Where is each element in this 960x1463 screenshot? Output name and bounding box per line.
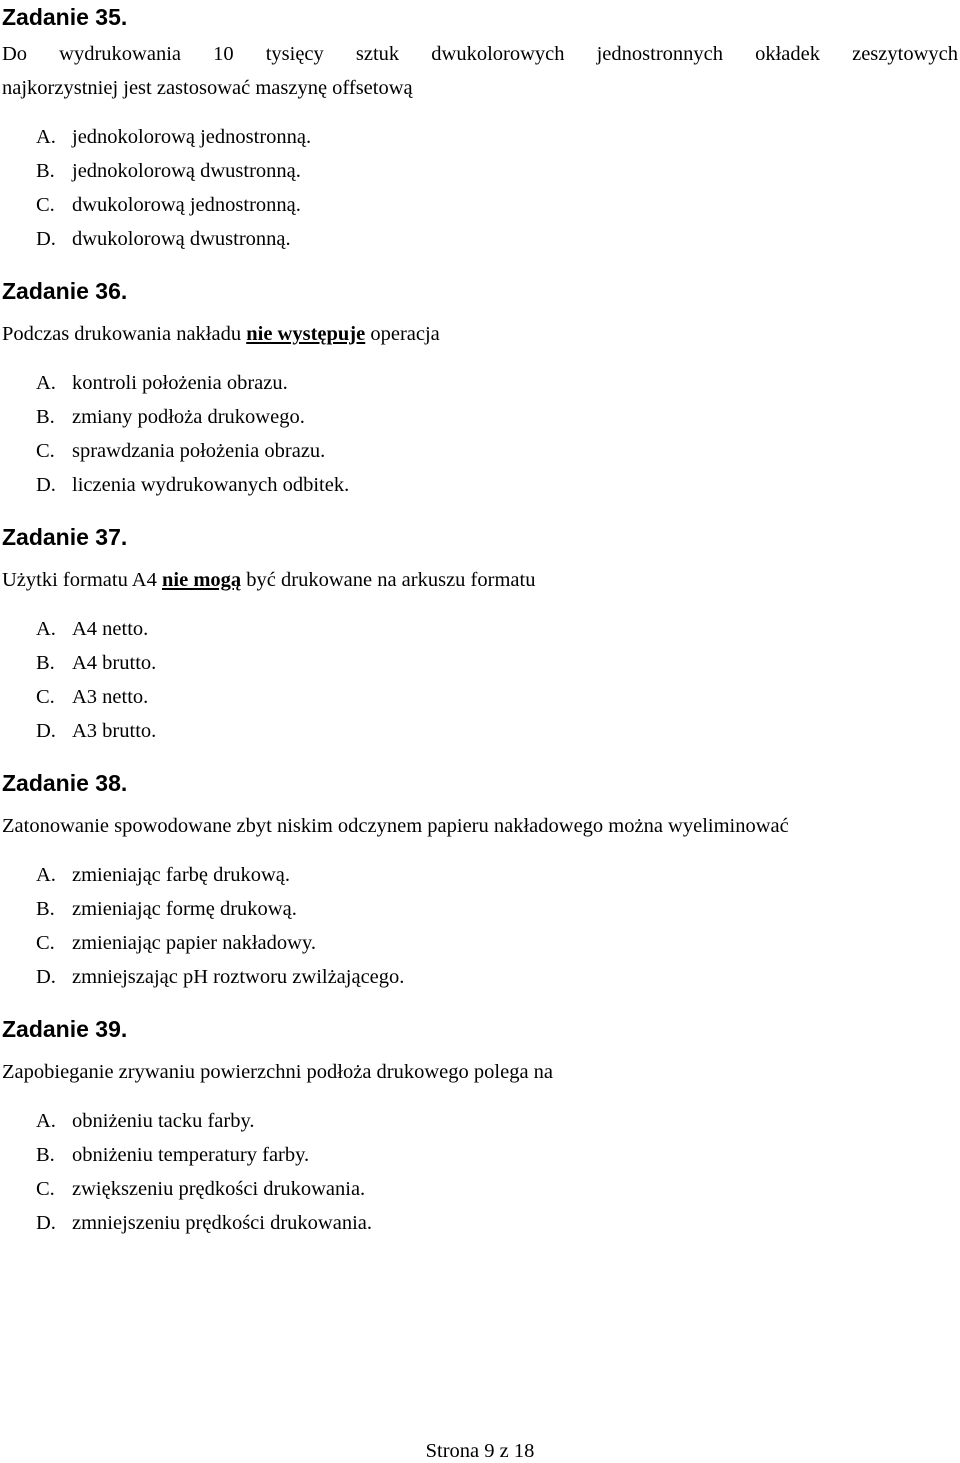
task-36-option-d [36,474,349,497]
option-letter: D. [36,966,56,988]
option-letter: D. [36,1212,56,1234]
task-39-option-d [36,1212,372,1235]
option-letter: A. [36,1110,56,1132]
question-text: operacja [365,323,440,345]
task-35-question-line1: Do wydrukowania 10 tysięcy sztuk dwukolorowych jednostronnych okładek zeszytowych [2,43,958,65]
task-38-option-a [36,864,290,887]
task-37-title: Zadanie 37. [2,524,128,550]
task-35-option-b [36,160,301,183]
task-35-option-c [36,194,301,217]
option-letter: C. [36,686,55,708]
option-text: dwukolorową dwustronną. [72,228,291,250]
option-text: dwukolorową jednostronną. [72,194,301,216]
option-text: obniżeniu tacku farby. [72,1110,255,1132]
question-text: być drukowane na arkuszu formatu [241,569,536,591]
option-letter: D. [36,720,56,742]
option-text: zwiększeniu prędkości drukowania. [72,1178,366,1200]
option-letter: C. [36,194,55,216]
option-text: zmieniając formę drukową. [72,898,297,920]
option-letter: D. [36,228,56,250]
option-text: zmiany podłoża drukowego. [72,406,305,428]
task-35-question-line2: najkorzystniej jest zastosować maszynę offsetową [2,77,413,99]
task-39-question: Zapobieganie zrywaniu powierzchni podłoża drukowego polega na [2,1061,554,1083]
task-36-option-c [36,440,325,463]
option-text: A4 netto. [72,618,149,640]
option-letter: C. [36,1178,55,1200]
task-39-option-c [36,1178,365,1201]
task-37-option-a [36,618,148,641]
task-38-option-b [36,898,297,921]
task-35-option-a [36,126,311,149]
task-38-title: Zadanie 38. [2,770,128,796]
task-39-option-a [36,1110,255,1133]
option-text: zmniejszając pH roztworu zwilżającego. [72,966,405,988]
option-text: jednokolorową dwustronną. [72,160,301,182]
task-37-option-c [36,686,148,709]
question-text: Podczas drukowania nakładu [2,323,247,345]
option-letter: B. [36,160,55,182]
option-text: kontroli położenia obrazu. [72,372,288,394]
option-text: obniżeniu temperatury farby. [72,1144,310,1166]
option-text: A4 brutto. [72,652,157,674]
option-text: liczenia wydrukowanych odbitek. [72,474,350,496]
option-text: zmniejszeniu prędkości drukowania. [72,1212,373,1234]
task-36-option-a [36,372,288,395]
option-letter: A. [36,126,56,148]
option-text: A3 brutto. [72,720,157,742]
option-text: A3 netto. [72,686,149,708]
option-letter: B. [36,1144,55,1166]
question-emphasis: nie mogą [162,569,242,591]
option-text: zmieniając farbę drukową. [72,864,290,886]
task-38-option-c [36,932,316,955]
question-emphasis: nie występuje [246,323,366,345]
task-39-title: Zadanie 39. [2,1016,128,1042]
task-36-question [2,323,440,346]
page-number: Strona 9 z 18 [425,1440,535,1462]
option-letter: B. [36,652,55,674]
task-38-question: Zatonowanie spowodowane zbyt niskim odczynem papieru nakładowego można wyeliminować [2,815,789,837]
option-letter: A. [36,618,56,640]
option-letter: B. [36,898,55,920]
task-37-option-d [36,720,156,743]
option-letter: C. [36,932,55,954]
question-text: Użytki formatu A4 [2,569,162,591]
task-38-option-d [36,966,404,989]
task-37-option-b [36,652,156,675]
task-36-option-b [36,406,305,429]
task-35-option-d [36,228,291,251]
option-text: jednokolorową jednostronną. [72,126,312,148]
option-text: sprawdzania położenia obrazu. [72,440,326,462]
task-39-option-b [36,1144,309,1167]
task-35-title: Zadanie 35. [2,4,128,30]
option-text: zmieniając papier nakładowy. [72,932,316,954]
option-letter: A. [36,372,56,394]
option-letter: D. [36,474,56,496]
option-letter: A. [36,864,56,886]
task-36-title: Zadanie 36. [2,278,128,304]
option-letter: B. [36,406,55,428]
task-37-question [2,569,535,592]
option-letter: C. [36,440,55,462]
